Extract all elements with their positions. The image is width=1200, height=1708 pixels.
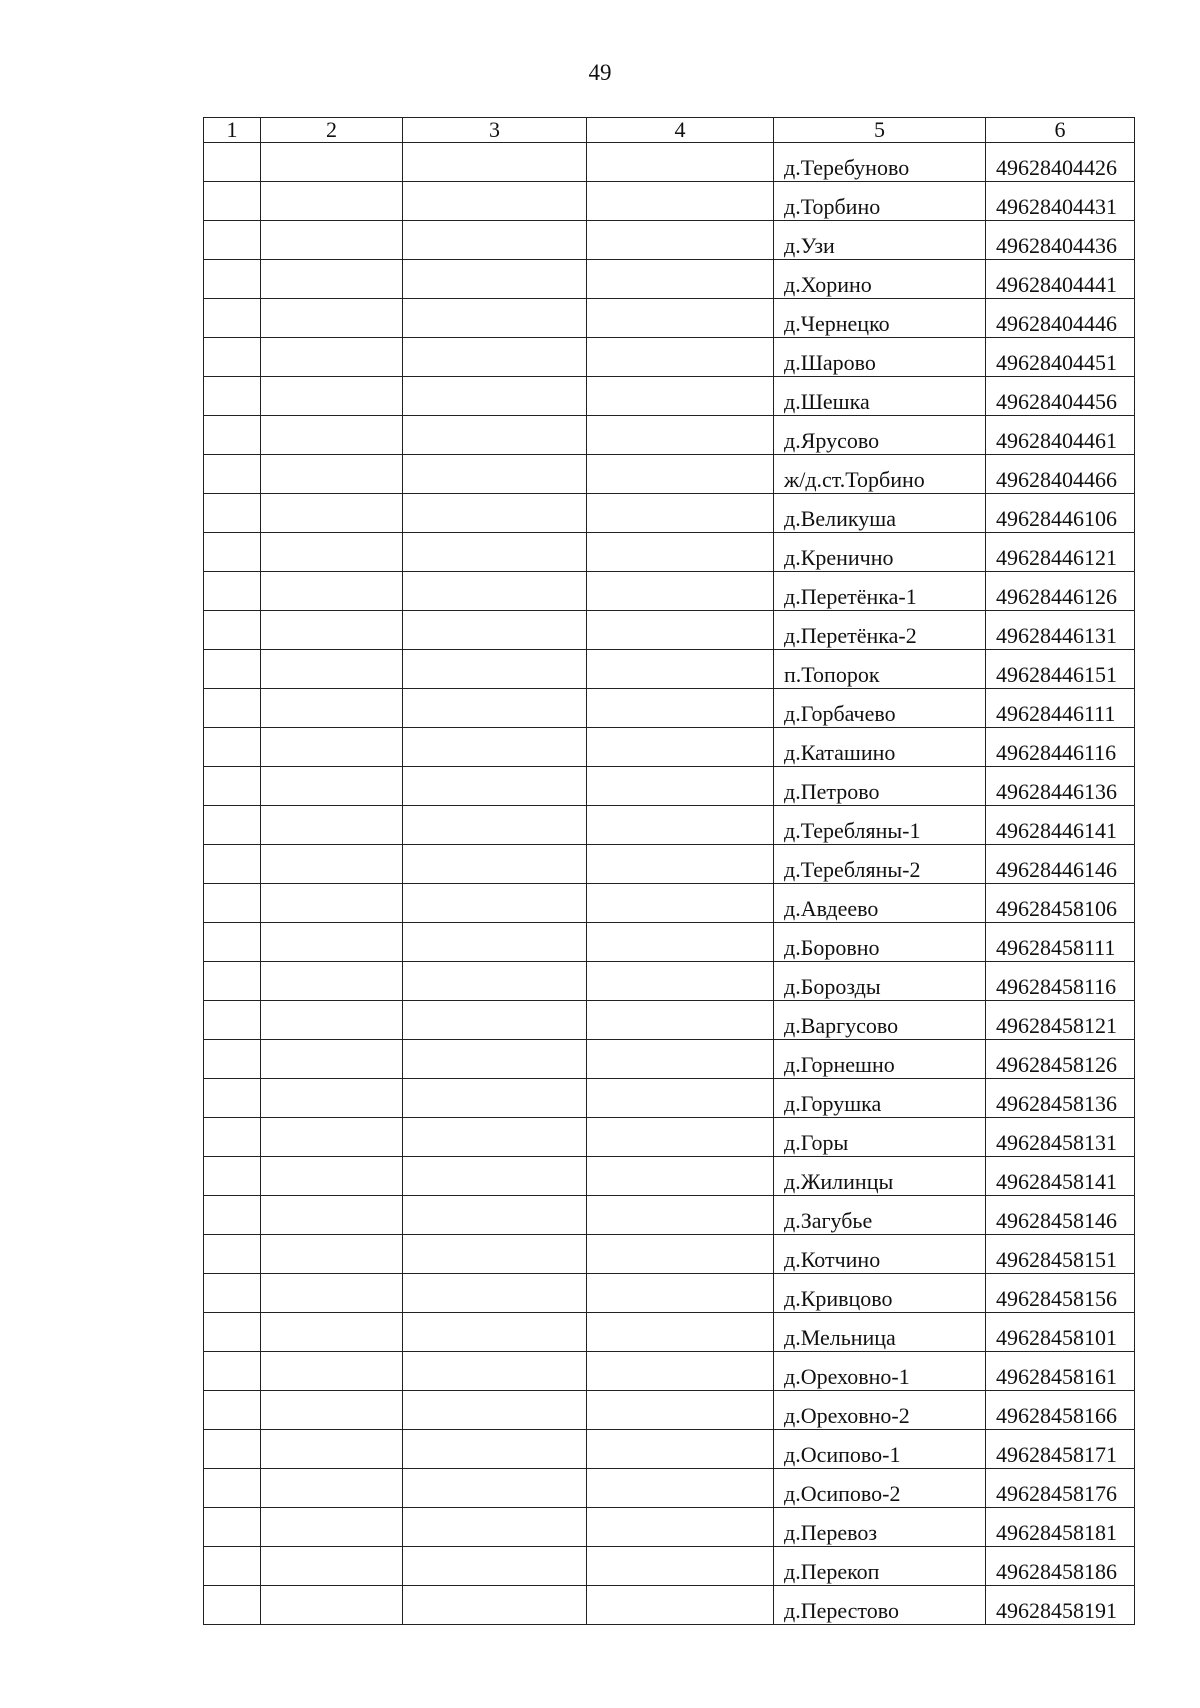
empty-cell-col-1 <box>204 338 261 377</box>
empty-cell-col-4 <box>587 1235 774 1274</box>
settlement-name-cell: д.Перетёнка-2 <box>774 611 986 650</box>
empty-cell-col-4 <box>587 767 774 806</box>
empty-cell-col-2 <box>261 299 403 338</box>
settlement-name-cell: д.Торбино <box>774 182 986 221</box>
oktmo-code-cell: 49628458116 <box>986 962 1135 1001</box>
settlement-name-cell: д.Боровно <box>774 923 986 962</box>
oktmo-code-cell: 49628458131 <box>986 1118 1135 1157</box>
empty-cell-col-1 <box>204 260 261 299</box>
empty-cell-col-3 <box>403 1235 587 1274</box>
oktmo-code-cell: 49628458101 <box>986 1313 1135 1352</box>
empty-cell-col-3 <box>403 1391 587 1430</box>
empty-cell-col-2 <box>261 416 403 455</box>
empty-cell-col-2 <box>261 1430 403 1469</box>
oktmo-code-cell: 49628446136 <box>986 767 1135 806</box>
oktmo-code-cell: 49628458111 <box>986 923 1135 962</box>
empty-cell-col-3 <box>403 1040 587 1079</box>
empty-cell-col-3 <box>403 728 587 767</box>
empty-cell-col-3 <box>403 455 587 494</box>
oktmo-code-cell: 49628458171 <box>986 1430 1135 1469</box>
settlement-name-cell: д.Шарово <box>774 338 986 377</box>
settlement-name-cell: д.Котчино <box>774 1235 986 1274</box>
table-row <box>204 182 1135 221</box>
empty-cell-col-1 <box>204 611 261 650</box>
table-row <box>204 1391 1135 1430</box>
oktmo-code-cell: 49628458146 <box>986 1196 1135 1235</box>
table-row <box>204 299 1135 338</box>
oktmo-code-cell: 49628446111 <box>986 689 1135 728</box>
oktmo-code-cell: 49628404451 <box>986 338 1135 377</box>
table-row <box>204 845 1135 884</box>
oktmo-code-cell: 49628458126 <box>986 1040 1135 1079</box>
column-header-1: 1 <box>204 118 261 143</box>
oktmo-code-cell: 49628458186 <box>986 1547 1135 1586</box>
table-row <box>204 1313 1135 1352</box>
empty-cell-col-1 <box>204 962 261 1001</box>
settlement-name-cell: д.Загубье <box>774 1196 986 1235</box>
empty-cell-col-3 <box>403 260 587 299</box>
table-row <box>204 728 1135 767</box>
empty-cell-col-3 <box>403 143 587 182</box>
empty-cell-col-1 <box>204 1469 261 1508</box>
settlement-name-cell: д.Теребляны-1 <box>774 806 986 845</box>
empty-cell-col-4 <box>587 494 774 533</box>
oktmo-code-cell: 49628458161 <box>986 1352 1135 1391</box>
empty-cell-col-3 <box>403 1352 587 1391</box>
empty-cell-col-1 <box>204 377 261 416</box>
empty-cell-col-4 <box>587 416 774 455</box>
table-row <box>204 533 1135 572</box>
empty-cell-col-4 <box>587 1469 774 1508</box>
oktmo-code-cell: 49628458176 <box>986 1469 1135 1508</box>
empty-cell-col-4 <box>587 338 774 377</box>
empty-cell-col-2 <box>261 1235 403 1274</box>
empty-cell-col-3 <box>403 416 587 455</box>
table-row <box>204 962 1135 1001</box>
table-row <box>204 143 1135 182</box>
empty-cell-col-1 <box>204 728 261 767</box>
settlement-name-cell: д.Перекоп <box>774 1547 986 1586</box>
empty-cell-col-2 <box>261 338 403 377</box>
empty-cell-col-4 <box>587 572 774 611</box>
empty-cell-col-3 <box>403 962 587 1001</box>
empty-cell-col-3 <box>403 494 587 533</box>
table-row <box>204 1235 1135 1274</box>
oktmo-code-cell: 49628458136 <box>986 1079 1135 1118</box>
empty-cell-col-1 <box>204 689 261 728</box>
settlement-name-cell: д.Великуша <box>774 494 986 533</box>
empty-cell-col-3 <box>403 884 587 923</box>
empty-cell-col-4 <box>587 377 774 416</box>
empty-cell-col-4 <box>587 689 774 728</box>
empty-cell-col-1 <box>204 884 261 923</box>
table-row <box>204 494 1135 533</box>
table-row <box>204 455 1135 494</box>
empty-cell-col-3 <box>403 1157 587 1196</box>
settlements-table <box>203 117 1135 1625</box>
empty-cell-col-2 <box>261 1352 403 1391</box>
table-row <box>204 1508 1135 1547</box>
empty-cell-col-3 <box>403 650 587 689</box>
settlement-name-cell: д.Перевоз <box>774 1508 986 1547</box>
column-header-5: 5 <box>774 118 986 143</box>
header-row <box>204 118 1135 143</box>
column-header-2: 2 <box>261 118 403 143</box>
settlement-name-cell: д.Теребуново <box>774 143 986 182</box>
empty-cell-col-3 <box>403 806 587 845</box>
oktmo-code-cell: 49628458156 <box>986 1274 1135 1313</box>
empty-cell-col-2 <box>261 650 403 689</box>
empty-cell-col-3 <box>403 767 587 806</box>
table-row <box>204 572 1135 611</box>
table-row <box>204 1430 1135 1469</box>
table-row <box>204 338 1135 377</box>
empty-cell-col-2 <box>261 1586 403 1625</box>
empty-cell-col-2 <box>261 884 403 923</box>
empty-cell-col-3 <box>403 1196 587 1235</box>
settlement-name-cell: д.Узи <box>774 221 986 260</box>
empty-cell-col-1 <box>204 416 261 455</box>
oktmo-code-cell: 49628458151 <box>986 1235 1135 1274</box>
empty-cell-col-3 <box>403 1001 587 1040</box>
oktmo-code-cell: 49628404436 <box>986 221 1135 260</box>
empty-cell-col-2 <box>261 260 403 299</box>
table-row <box>204 260 1135 299</box>
empty-cell-col-4 <box>587 611 774 650</box>
settlement-name-cell: д.Осипово-1 <box>774 1430 986 1469</box>
page-number: 49 <box>588 60 612 85</box>
empty-cell-col-3 <box>403 1079 587 1118</box>
empty-cell-col-3 <box>403 1508 587 1547</box>
empty-cell-col-2 <box>261 1274 403 1313</box>
column-header-6: 6 <box>986 118 1135 143</box>
table-row <box>204 923 1135 962</box>
empty-cell-col-4 <box>587 455 774 494</box>
empty-cell-col-2 <box>261 533 403 572</box>
empty-cell-col-4 <box>587 650 774 689</box>
settlement-name-cell: д.Борозды <box>774 962 986 1001</box>
empty-cell-col-1 <box>204 299 261 338</box>
settlement-name-cell: д.Авдеево <box>774 884 986 923</box>
empty-cell-col-1 <box>204 923 261 962</box>
oktmo-code-cell: 49628404431 <box>986 182 1135 221</box>
settlement-name-cell: ж/д.ст.Торбино <box>774 455 986 494</box>
settlement-name-cell: д.Горбачево <box>774 689 986 728</box>
empty-cell-col-3 <box>403 1430 587 1469</box>
settlement-name-cell: д.Осипово-2 <box>774 1469 986 1508</box>
table-row <box>204 1352 1135 1391</box>
empty-cell-col-4 <box>587 728 774 767</box>
empty-cell-col-4 <box>587 1430 774 1469</box>
settlement-name-cell: д.Жилинцы <box>774 1157 986 1196</box>
table-row <box>204 611 1135 650</box>
empty-cell-col-4 <box>587 533 774 572</box>
settlement-name-cell: д.Теребляны-2 <box>774 845 986 884</box>
empty-cell-col-2 <box>261 728 403 767</box>
oktmo-code-cell: 49628458106 <box>986 884 1135 923</box>
settlement-name-cell: д.Чернецко <box>774 299 986 338</box>
settlement-name-cell: д.Ореховно-2 <box>774 1391 986 1430</box>
empty-cell-col-1 <box>204 455 261 494</box>
empty-cell-col-1 <box>204 1274 261 1313</box>
oktmo-code-cell: 49628458181 <box>986 1508 1135 1547</box>
empty-cell-col-3 <box>403 182 587 221</box>
table-row <box>204 1040 1135 1079</box>
oktmo-code-cell: 49628446116 <box>986 728 1135 767</box>
empty-cell-col-1 <box>204 1001 261 1040</box>
settlement-name-cell: п.Топорок <box>774 650 986 689</box>
empty-cell-col-2 <box>261 845 403 884</box>
empty-cell-col-3 <box>403 338 587 377</box>
table-row <box>204 884 1135 923</box>
empty-cell-col-1 <box>204 845 261 884</box>
empty-cell-col-2 <box>261 611 403 650</box>
empty-cell-col-2 <box>261 377 403 416</box>
empty-cell-col-2 <box>261 1547 403 1586</box>
empty-cell-col-4 <box>587 884 774 923</box>
empty-cell-col-2 <box>261 572 403 611</box>
empty-cell-col-4 <box>587 1508 774 1547</box>
oktmo-code-cell: 49628446121 <box>986 533 1135 572</box>
oktmo-code-cell: 49628458121 <box>986 1001 1135 1040</box>
table-row <box>204 1079 1135 1118</box>
empty-cell-col-2 <box>261 1040 403 1079</box>
empty-cell-col-4 <box>587 962 774 1001</box>
empty-cell-col-1 <box>204 572 261 611</box>
empty-cell-col-1 <box>204 1586 261 1625</box>
table-row <box>204 221 1135 260</box>
empty-cell-col-4 <box>587 923 774 962</box>
oktmo-code-cell: 49628404456 <box>986 377 1135 416</box>
settlement-name-cell: д.Перестово <box>774 1586 986 1625</box>
empty-cell-col-2 <box>261 182 403 221</box>
empty-cell-col-1 <box>204 182 261 221</box>
empty-cell-col-1 <box>204 143 261 182</box>
empty-cell-col-4 <box>587 1079 774 1118</box>
settlement-name-cell: д.Перетёнка-1 <box>774 572 986 611</box>
empty-cell-col-2 <box>261 923 403 962</box>
empty-cell-col-1 <box>204 533 261 572</box>
empty-cell-col-4 <box>587 299 774 338</box>
empty-cell-col-4 <box>587 143 774 182</box>
empty-cell-col-2 <box>261 767 403 806</box>
empty-cell-col-4 <box>587 1547 774 1586</box>
oktmo-code-cell: 49628446151 <box>986 650 1135 689</box>
empty-cell-col-1 <box>204 1352 261 1391</box>
empty-cell-col-4 <box>587 1118 774 1157</box>
oktmo-code-cell: 49628446106 <box>986 494 1135 533</box>
empty-cell-col-4 <box>587 1157 774 1196</box>
empty-cell-col-1 <box>204 1079 261 1118</box>
empty-cell-col-2 <box>261 1391 403 1430</box>
settlement-name-cell: д.Ореховно-1 <box>774 1352 986 1391</box>
settlement-name-cell: д.Петрово <box>774 767 986 806</box>
empty-cell-col-4 <box>587 1313 774 1352</box>
column-header-3: 3 <box>403 118 587 143</box>
oktmo-code-cell: 49628458191 <box>986 1586 1135 1625</box>
column-header-4: 4 <box>587 118 774 143</box>
oktmo-code-cell: 49628404461 <box>986 416 1135 455</box>
empty-cell-col-4 <box>587 182 774 221</box>
empty-cell-col-3 <box>403 1547 587 1586</box>
empty-cell-col-4 <box>587 1196 774 1235</box>
oktmo-code-cell: 49628404426 <box>986 143 1135 182</box>
table-row <box>204 416 1135 455</box>
table-row <box>204 1586 1135 1625</box>
empty-cell-col-1 <box>204 1391 261 1430</box>
empty-cell-col-1 <box>204 1118 261 1157</box>
settlement-name-cell: д.Горнешно <box>774 1040 986 1079</box>
table-row <box>204 650 1135 689</box>
empty-cell-col-4 <box>587 1274 774 1313</box>
table-row <box>204 1274 1135 1313</box>
empty-cell-col-1 <box>204 806 261 845</box>
table-row <box>204 1001 1135 1040</box>
oktmo-code-cell: 49628404441 <box>986 260 1135 299</box>
table-row <box>204 1157 1135 1196</box>
empty-cell-col-1 <box>204 650 261 689</box>
empty-cell-col-1 <box>204 1157 261 1196</box>
oktmo-code-cell: 49628446131 <box>986 611 1135 650</box>
table-row <box>204 1196 1135 1235</box>
table-row <box>204 1469 1135 1508</box>
empty-cell-col-4 <box>587 1001 774 1040</box>
empty-cell-col-4 <box>587 1586 774 1625</box>
empty-cell-col-2 <box>261 1079 403 1118</box>
empty-cell-col-3 <box>403 533 587 572</box>
oktmo-code-cell: 49628458166 <box>986 1391 1135 1430</box>
empty-cell-col-3 <box>403 1469 587 1508</box>
settlement-name-cell: д.Кривцово <box>774 1274 986 1313</box>
empty-cell-col-2 <box>261 1313 403 1352</box>
settlement-name-cell: д.Мельница <box>774 1313 986 1352</box>
oktmo-code-cell: 49628404466 <box>986 455 1135 494</box>
empty-cell-col-4 <box>587 1391 774 1430</box>
empty-cell-col-3 <box>403 377 587 416</box>
empty-cell-col-3 <box>403 1118 587 1157</box>
settlement-name-cell: д.Горы <box>774 1118 986 1157</box>
oktmo-code-cell: 49628446126 <box>986 572 1135 611</box>
empty-cell-col-1 <box>204 494 261 533</box>
empty-cell-col-4 <box>587 1352 774 1391</box>
empty-cell-col-1 <box>204 767 261 806</box>
table-row <box>204 1547 1135 1586</box>
oktmo-code-cell: 49628458141 <box>986 1157 1135 1196</box>
empty-cell-col-4 <box>587 806 774 845</box>
oktmo-code-cell: 49628446141 <box>986 806 1135 845</box>
empty-cell-col-2 <box>261 1469 403 1508</box>
empty-cell-col-3 <box>403 923 587 962</box>
empty-cell-col-3 <box>403 299 587 338</box>
settlement-name-cell: д.Ярусово <box>774 416 986 455</box>
empty-cell-col-3 <box>403 221 587 260</box>
table-row <box>204 689 1135 728</box>
empty-cell-col-1 <box>204 1235 261 1274</box>
empty-cell-col-1 <box>204 1040 261 1079</box>
empty-cell-col-3 <box>403 611 587 650</box>
empty-cell-col-2 <box>261 455 403 494</box>
settlement-name-cell: д.Каташино <box>774 728 986 767</box>
empty-cell-col-2 <box>261 1196 403 1235</box>
settlement-name-cell: д.Шешка <box>774 377 986 416</box>
empty-cell-col-3 <box>403 1274 587 1313</box>
empty-cell-col-1 <box>204 1430 261 1469</box>
oktmo-code-cell: 49628404446 <box>986 299 1135 338</box>
empty-cell-col-2 <box>261 143 403 182</box>
table-row <box>204 377 1135 416</box>
empty-cell-col-3 <box>403 845 587 884</box>
empty-cell-col-2 <box>261 806 403 845</box>
table-row <box>204 1118 1135 1157</box>
empty-cell-col-1 <box>204 1508 261 1547</box>
table-row <box>204 767 1135 806</box>
empty-cell-col-1 <box>204 1196 261 1235</box>
table-row <box>204 806 1135 845</box>
empty-cell-col-4 <box>587 221 774 260</box>
empty-cell-col-4 <box>587 260 774 299</box>
settlement-name-cell: д.Горушка <box>774 1079 986 1118</box>
empty-cell-col-2 <box>261 689 403 728</box>
table-body <box>204 143 1135 1625</box>
empty-cell-col-4 <box>587 1040 774 1079</box>
empty-cell-col-3 <box>403 1313 587 1352</box>
settlement-name-cell: д.Кренично <box>774 533 986 572</box>
settlement-name-cell: д.Варгусово <box>774 1001 986 1040</box>
empty-cell-col-2 <box>261 962 403 1001</box>
empty-cell-col-2 <box>261 1001 403 1040</box>
oktmo-code-cell: 49628446146 <box>986 845 1135 884</box>
empty-cell-col-2 <box>261 1157 403 1196</box>
empty-cell-col-1 <box>204 1547 261 1586</box>
empty-cell-col-1 <box>204 1313 261 1352</box>
empty-cell-col-3 <box>403 1586 587 1625</box>
empty-cell-col-2 <box>261 494 403 533</box>
empty-cell-col-2 <box>261 1508 403 1547</box>
empty-cell-col-3 <box>403 689 587 728</box>
settlement-name-cell: д.Хорино <box>774 260 986 299</box>
empty-cell-col-1 <box>204 221 261 260</box>
empty-cell-col-2 <box>261 221 403 260</box>
empty-cell-col-3 <box>403 572 587 611</box>
empty-cell-col-4 <box>587 845 774 884</box>
empty-cell-col-2 <box>261 1118 403 1157</box>
